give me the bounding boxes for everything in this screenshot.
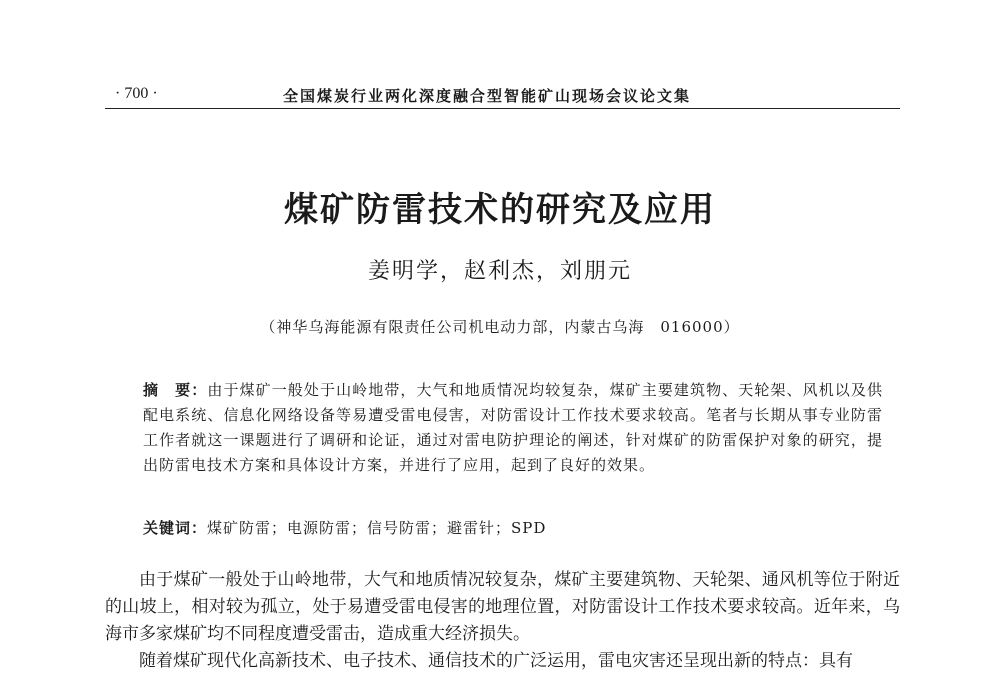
affiliation: （神华乌海能源有限责任公司机电动力部，内蒙古乌海 016000） bbox=[260, 318, 740, 336]
abstract-text: 由于煤矿一般处于山岭地带，大气和地质情况均较复杂，煤矿主要建筑物、天轮架、风机以及供配电系统、信息化网络设备等易遭受雷电侵害，对防雷设计工作技术要求较高。笔者与长期从事专业防雷工作者就这一课题进行了调研和论证，通过对雷电防护理论的阐述，针对煤矿的防雷保护对象的研究，提出防雷电技术方案和具体设计方案，并进行了应用，起到了良好的效果。 bbox=[143, 381, 883, 474]
authors: 姜明学，赵利杰，刘朋元 bbox=[367, 259, 632, 284]
keywords-text: 煤矿防雷；电源防雷；信号防雷；避雷针；SPD bbox=[207, 519, 547, 537]
page-number: · 700 · bbox=[115, 85, 158, 102]
body-paragraph: 随着煤矿现代化高新技术、电子技术、通信技术的广泛运用，雷电灾害还呈现出新的特点：具有 bbox=[139, 651, 853, 671]
running-title: 全国煤炭行业两化深度融合型智能矿山现场会议论文集 bbox=[283, 87, 692, 105]
abstract bbox=[143, 378, 883, 478]
keywords bbox=[143, 516, 883, 541]
abstract-label: 摘 要： bbox=[143, 381, 208, 399]
body-text bbox=[105, 567, 900, 675]
keywords-label: 关键词： bbox=[143, 519, 208, 537]
running-header bbox=[105, 80, 900, 109]
paper-title: 煤矿防雷技术的研究及应用 bbox=[284, 190, 716, 230]
body-paragraph: 由于煤矿一般处于山岭地带，大气和地质情况较复杂，煤矿主要建筑物、天轮架、通风机等位于附近的山坡上，相对较为孤立，处于易遭受雷电侵害的地理位置，对防雷设计工作技术要求较高。近年来，乌海市多家煤矿均不同程度遭受雷击，造成重大经济损失。 bbox=[105, 570, 900, 644]
